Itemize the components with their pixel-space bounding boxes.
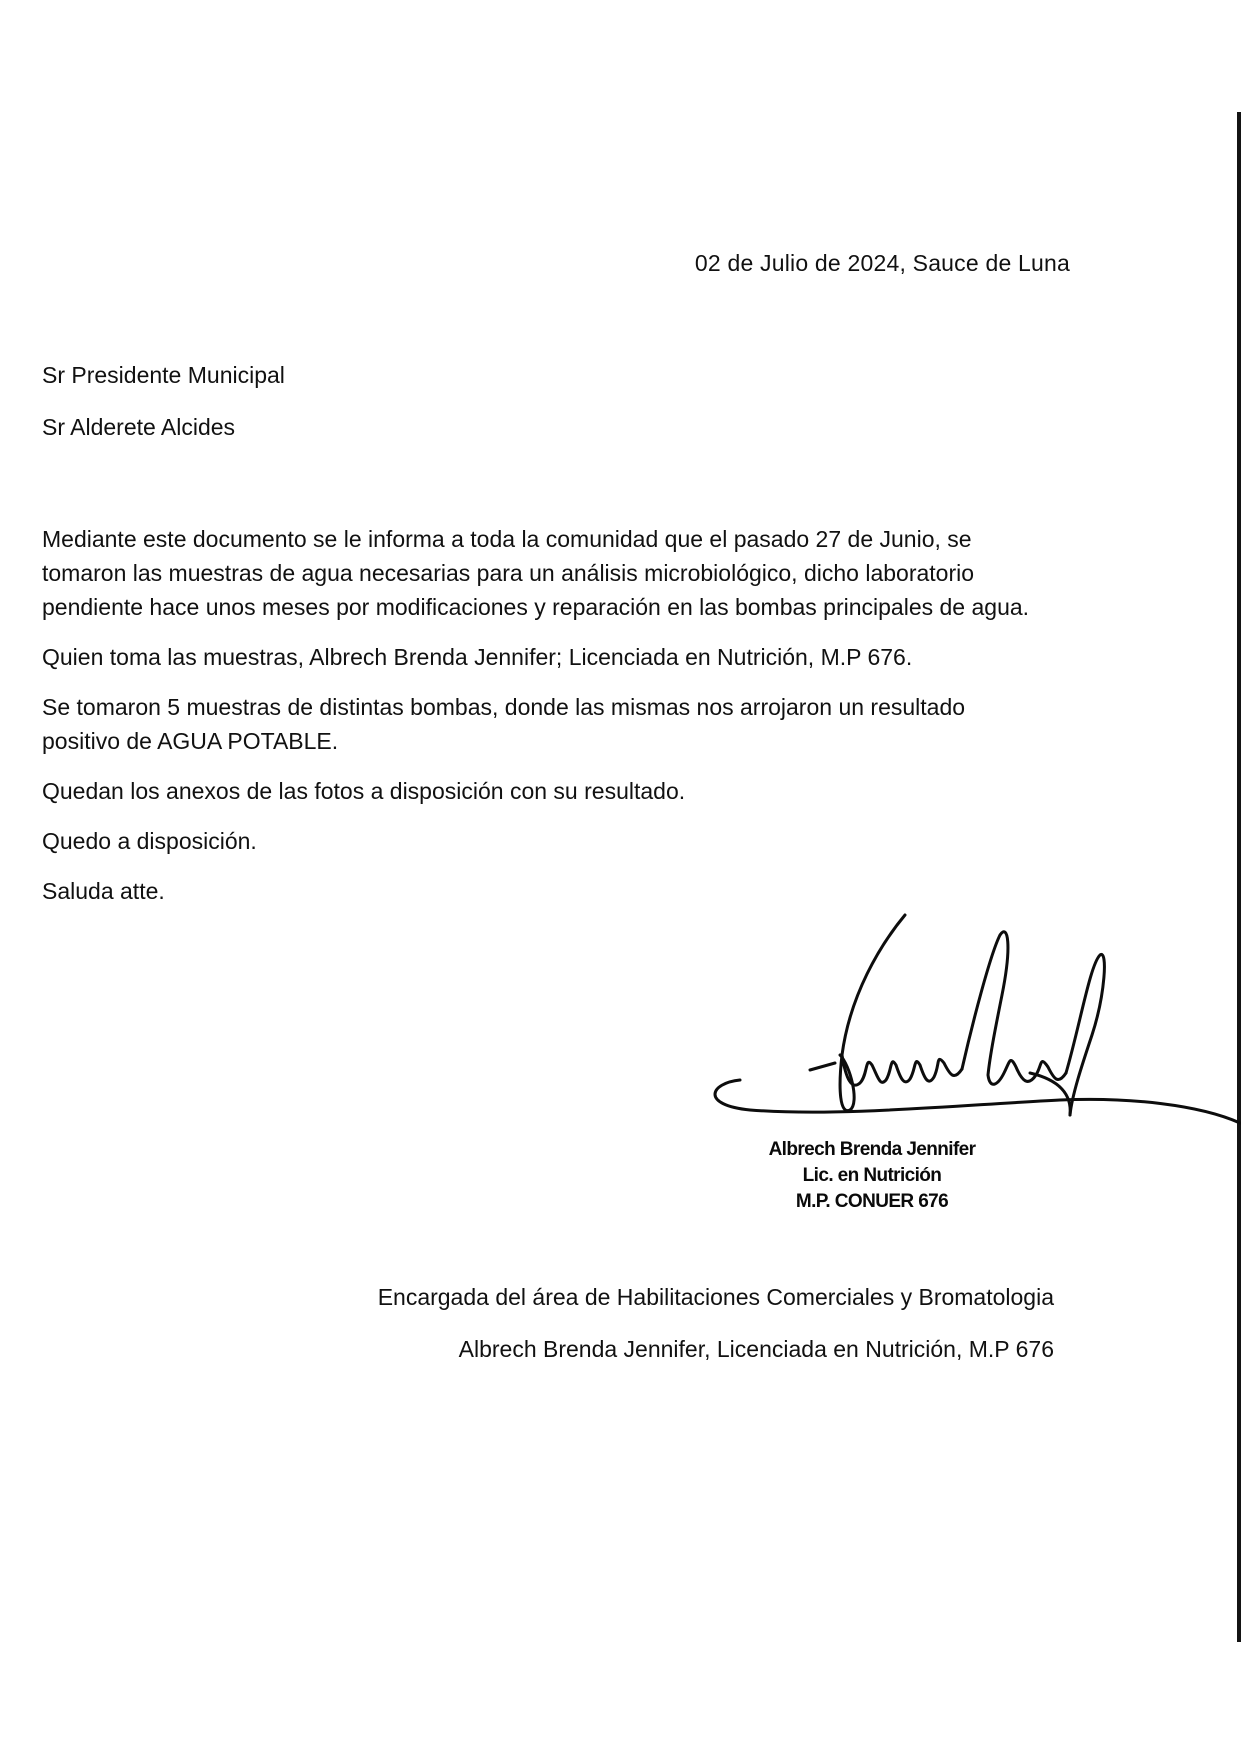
body-paragraph-4: Quedan los anexos de las fotos a disposición con su resultado. — [42, 778, 686, 804]
letter-body — [42, 522, 1037, 924]
stamp-registration: M.P. CONUER 676 — [795, 1191, 949, 1212]
recipient-name: Sr Alderete Alcides — [42, 414, 236, 440]
footer-signatory: Albrech Brenda Jennifer, Licenciada en Nutrición, M.P 676 — [458, 1336, 1054, 1362]
stamp-title: Lic. en Nutrición — [802, 1165, 942, 1186]
date-place: 02 de Julio de 2024, Sauce de Luna — [694, 250, 1070, 276]
body-paragraph-5: Quedo a disposición. — [42, 828, 257, 854]
stamp-name: Albrech Brenda Jennifer — [768, 1139, 976, 1160]
scan-edge-border — [1237, 112, 1241, 1642]
footer-role: Encargada del área de Habilitaciones Comerciales y Bromatologia — [377, 1284, 1054, 1310]
signature-stamp — [752, 1137, 992, 1215]
recipient-title: Sr Presidente Municipal — [42, 362, 285, 388]
body-paragraph-2: Quien toma las muestras, Albrech Brenda Jennifer; Licenciada en Nutrición, M.P 676. — [42, 644, 913, 670]
closing-salutation: Saluda atte. — [42, 878, 165, 904]
body-paragraph-1: Mediante este documento se le informa a toda la comunidad que el pasado 27 de Junio, se tomaron las muestras de agua necesarias para un análisis microbiológico, dicho laboratorio pendiente hace unos meses por modificaciones y reparación en las bombas principales de agua. — [42, 526, 1030, 620]
body-paragraph-3: Se tomaron 5 muestras de distintas bombas, donde las mismas nos arrojaron un resultado positivo de AGUA POTABLE. — [42, 694, 966, 754]
